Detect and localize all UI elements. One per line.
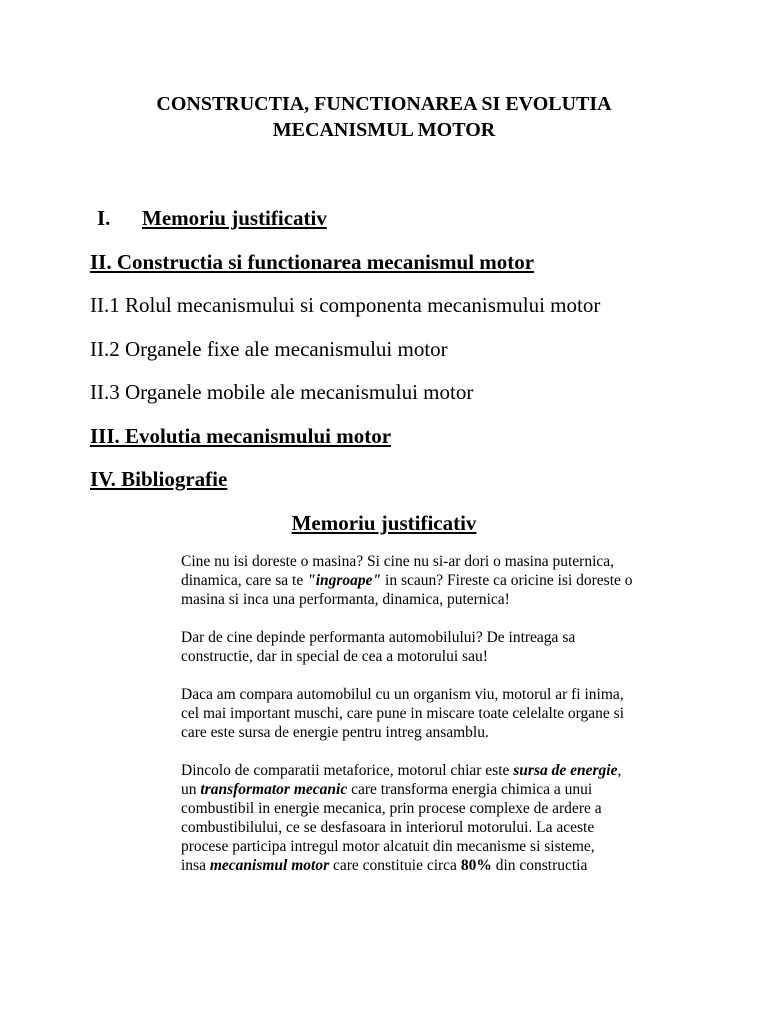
- p4-l2-text-a: un: [181, 781, 201, 798]
- toc-item-iii: III. Evolutia mecanismului motor: [90, 424, 392, 448]
- paragraph-3: [181, 685, 681, 742]
- paragraph-4-line-4: combustibilului, ce se desfasoara in interiorul motorului. La aceste: [181, 819, 595, 836]
- p4-l6-text-a: insa: [181, 857, 210, 874]
- paragraph-4-line-5: procese participa intregul motor alcatuit din mecanisme si sisteme,: [181, 838, 595, 855]
- section-heading-text: Memoriu justificativ: [291, 511, 477, 535]
- section-heading: [0, 510, 768, 536]
- toc-item-ii: II. Constructia si functionarea mecanismul motor: [90, 250, 535, 274]
- paragraph-3-line-3: care este sursa de energie pentru intreg ansamblu.: [181, 724, 489, 741]
- paragraph-4-line-1: [181, 761, 681, 780]
- paragraph-2-line-1: Dar de cine depinde performanta automobilului? De intreaga sa: [181, 629, 576, 646]
- p1-l2-text-c: in scaun? Fireste ca oricine isi doreste o: [381, 572, 633, 589]
- p1-l2-emphasis: "ingroape": [307, 572, 382, 589]
- p4-l6-percent: 80%: [460, 857, 492, 874]
- toc-item-i-label: Memoriu justificativ: [142, 206, 327, 230]
- p4-l6-text-e: din constructia: [491, 857, 588, 874]
- paragraph-4: [181, 761, 681, 875]
- p4-l2-text-c: care transforma energia chimica a unui: [347, 781, 593, 798]
- toc-item-ii-2: II.2 Organele fixe ale mecanismului motor: [90, 337, 448, 361]
- paragraph-4-line-2: [181, 780, 681, 799]
- paragraph-4-line-6: [181, 856, 681, 875]
- p4-l1-text-c: ,: [617, 762, 622, 779]
- paragraph-1-line-3: masina si inca una performanta, dinamica, puternica!: [181, 591, 510, 608]
- toc-item-i: [97, 205, 327, 231]
- document-title-line-1: CONSTRUCTIA, FUNCTIONAREA SI EVOLUTIA: [156, 93, 612, 115]
- paragraph-3-line-1: Daca am compara automobilul cu un organism viu, motorul ar fi inima,: [181, 686, 624, 703]
- p4-l1-emphasis: sursa de energie: [513, 762, 618, 779]
- paragraph-3-line-2: cel mai important muschi, care pune in miscare toate celelalte organe si: [181, 705, 625, 722]
- toc-item-ii-1: II.1 Rolul mecanismului si componenta mecanismului motor: [90, 293, 601, 317]
- p4-l1-text-a: Dincolo de comparatii metaforice, motorul chiar este: [181, 762, 514, 779]
- document-title-line-2: MECANISMUL MOTOR: [272, 119, 496, 141]
- toc-item-iv: IV. Bibliografie: [90, 467, 228, 491]
- p1-l2-text-a: dinamica, care sa te: [181, 572, 308, 589]
- paragraph-1-line-1: Cine nu isi doreste o masina? Si cine nu si-ar dori o masina puternica,: [181, 553, 615, 570]
- p4-l6-emphasis: mecanismul motor: [209, 857, 330, 874]
- paragraph-2-line-2: constructie, dar in special de cea a motorului sau!: [181, 648, 488, 665]
- toc-item-i-number: I.: [97, 206, 111, 230]
- paragraph-1: [181, 552, 681, 609]
- paragraph-4-line-3: combustibil in energie mecanica, prin procese complexe de ardere a: [181, 800, 602, 817]
- toc-item-ii-3: II.3 Organele mobile ale mecanismului motor: [90, 380, 474, 404]
- paragraph-2: [181, 628, 681, 666]
- p4-l2-emphasis: transformator mecanic: [200, 781, 348, 798]
- paragraph-1-line-2: [181, 571, 681, 590]
- p4-l6-text-c: care constituie circa: [329, 857, 461, 874]
